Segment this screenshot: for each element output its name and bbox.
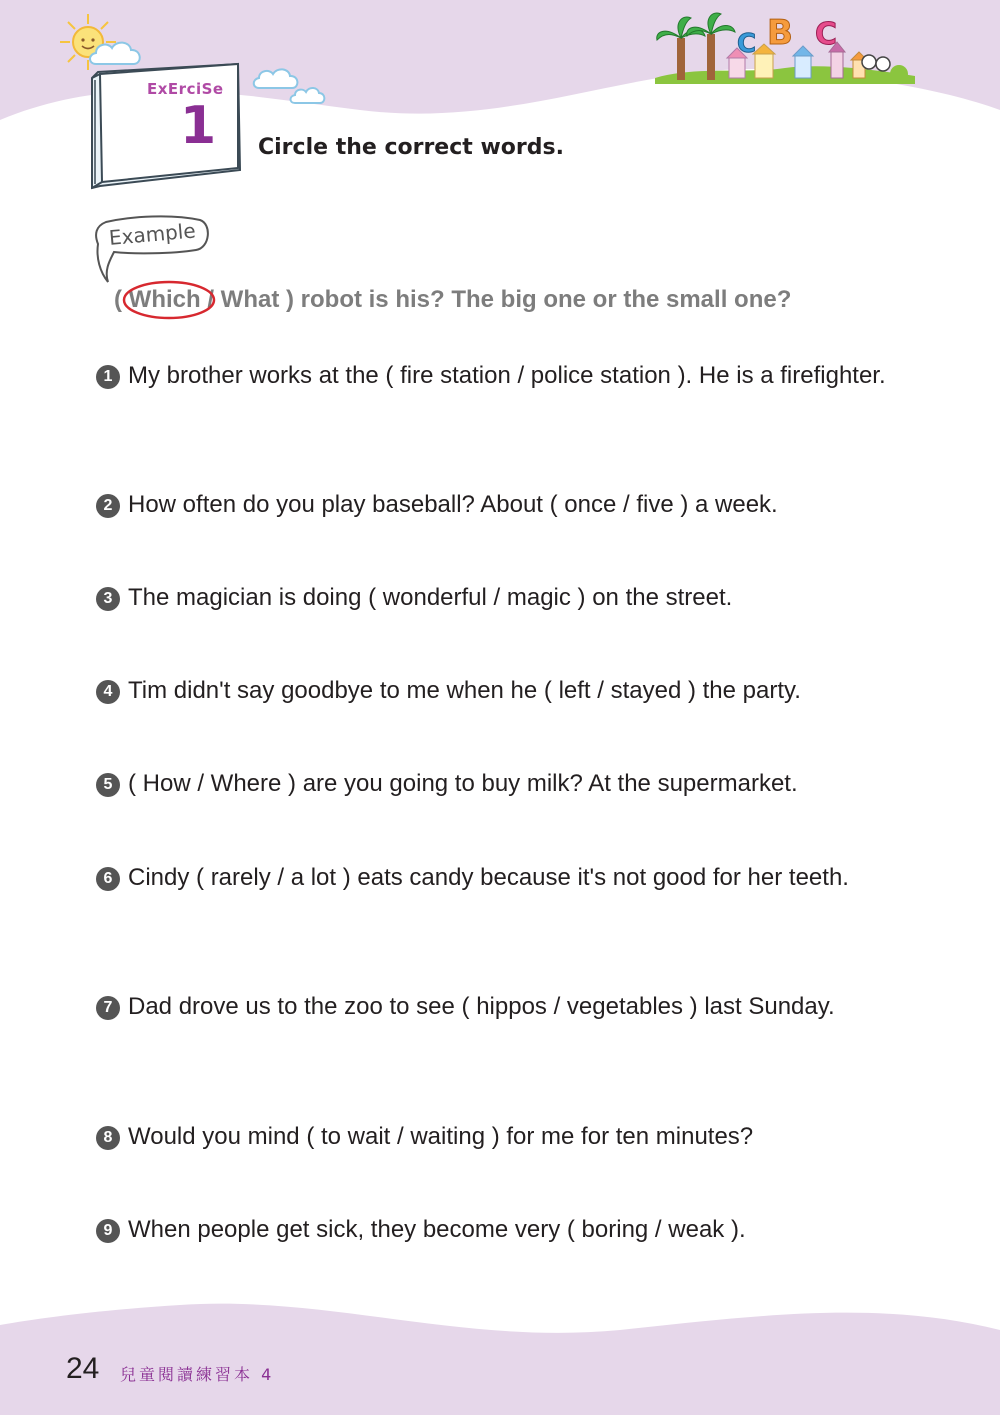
question-number-badge: 4: [96, 680, 120, 704]
question-text[interactable]: When people get sick, they become very ( boring / weak ).: [128, 1216, 746, 1243]
exercise-number: 1: [180, 96, 217, 156]
question-text[interactable]: ( How / Where ) are you going to buy milk? At the supermarket.: [128, 770, 798, 797]
question-item: [96, 487, 896, 522]
decor-letter-c: C: [737, 29, 757, 59]
question-item: [96, 1119, 896, 1154]
instruction-text: Circle the correct words.: [258, 135, 564, 160]
question-item: [96, 766, 896, 801]
question-text[interactable]: Cindy ( rarely / a lot ) eats candy because it's not good for her teeth.: [128, 864, 849, 891]
question-text[interactable]: Dad drove us to the zoo to see ( hippos / vegetables ) last Sunday.: [128, 993, 835, 1020]
exercise-label: ExErciSe: [147, 80, 224, 98]
page-number: 24: [66, 1352, 100, 1385]
question-number-badge: 8: [96, 1126, 120, 1150]
question-text[interactable]: Tim didn't say goodbye to me when he ( left / stayed ) the party.: [128, 677, 801, 704]
question-item: [96, 580, 896, 615]
decor-letter-c2: C: [815, 17, 838, 52]
answer-circle-mark: [121, 279, 217, 321]
question-number-badge: 3: [96, 587, 120, 611]
question-number-badge: 6: [96, 867, 120, 891]
question-text[interactable]: My brother works at the ( fire station / police station ). He is a firefighter.: [128, 362, 886, 389]
example-answer-word: Which: [128, 286, 201, 313]
question-text[interactable]: The magician is doing ( wonderful / magic ) on the street.: [128, 584, 733, 611]
question-number-badge: 7: [96, 996, 120, 1020]
question-number-badge: 5: [96, 773, 120, 797]
cloud-icon: [288, 84, 328, 108]
question-text[interactable]: How often do you play baseball? About ( once / five ) a week.: [128, 491, 778, 518]
example-rest: / What ) robot is his? The big one or the small one?: [207, 286, 792, 313]
example-answer: [129, 286, 208, 313]
question-number-badge: 2: [96, 494, 120, 518]
decor-letter-b: B: [767, 13, 793, 53]
question-item: [96, 1212, 896, 1247]
example-open-paren: (: [114, 286, 122, 313]
abc-town-decoration: [655, 8, 915, 84]
book-title: 兒童閱讀練習本 4: [120, 1365, 275, 1384]
example-question: [114, 286, 791, 314]
question-item: [96, 989, 896, 1024]
example-badge-label: Example: [108, 218, 197, 250]
question-item: [96, 673, 896, 708]
question-item: [96, 358, 896, 393]
question-item: [96, 860, 896, 895]
question-text[interactable]: Would you mind ( to wait / waiting ) for me for ten minutes?: [128, 1123, 754, 1150]
question-number-badge: 1: [96, 365, 120, 389]
question-number-badge: 9: [96, 1219, 120, 1243]
